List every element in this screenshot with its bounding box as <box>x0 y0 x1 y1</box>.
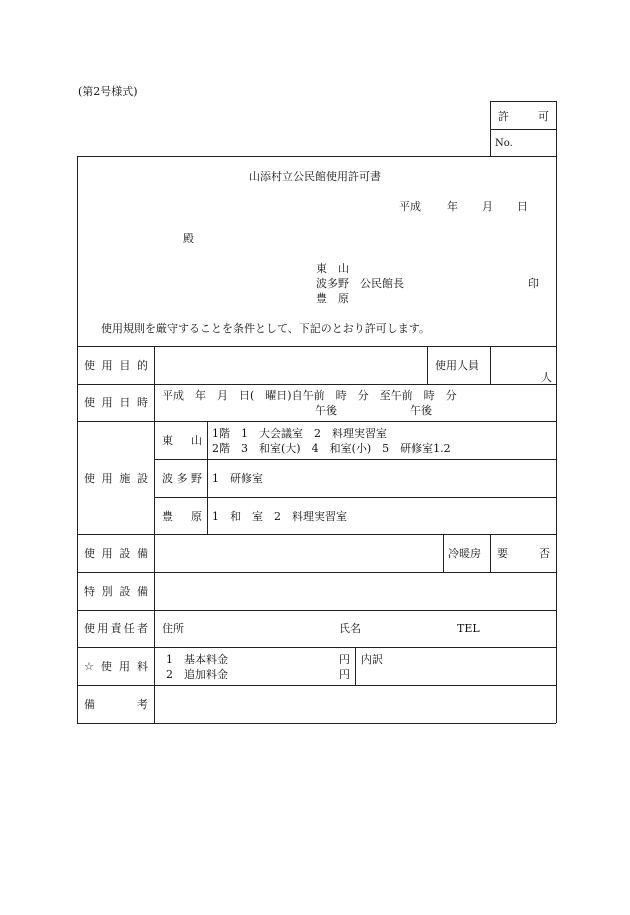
date-era: 平成 <box>399 200 421 213</box>
facility-hatano-rooms: 1 研修室 <box>212 472 263 485</box>
issuer-line-1: 東 山 <box>316 262 349 275</box>
permit-statement: 使用規則を厳守することを条件として、下記のとおり許可します。 <box>101 322 430 335</box>
permit-label-2: 可 <box>538 110 549 123</box>
issuer-line-2: 波多野 公民館長 <box>316 277 404 290</box>
fee-breakdown-label: 内訳 <box>361 653 383 666</box>
special-equipment-field[interactable] <box>156 574 554 609</box>
heating-cooling-label: 冷暖房 <box>448 547 481 560</box>
people-unit: 人 <box>541 371 552 384</box>
fee-basic-yen: 円 <box>339 653 350 666</box>
addressee-honorific: 殿 <box>183 232 194 245</box>
facility-label: 使 用 施 設 <box>84 472 148 485</box>
facility-higashiyama-name: 東 山 <box>162 434 202 447</box>
facility-hatano-name: 波 多 野 <box>162 472 202 485</box>
people-count-label: 使用人員 <box>435 359 479 372</box>
fee-basic-label: 1 基本料金 <box>166 653 228 666</box>
date-day: 日 <box>517 200 528 213</box>
equipment-field[interactable] <box>156 536 441 571</box>
form-number: (第2号様式) <box>78 85 138 98</box>
facility-toyohara-name: 豊 原 <box>162 510 202 523</box>
purpose-label: 使 用 目 的 <box>84 359 148 372</box>
remarks-label: 備 考 <box>84 698 148 711</box>
equipment-label: 使 用 設 備 <box>84 547 148 560</box>
date-year: 年 <box>447 200 458 213</box>
fee-additional-yen: 円 <box>339 668 350 681</box>
facility-higashiyama-floor1: 1階 1 大会議室 2 料理実習室 <box>212 427 387 440</box>
permit-number-label: No. <box>495 138 513 149</box>
facility-higashiyama-floor2: 2階 3 和室(大) 4 和室(小) 5 研修室1.2 <box>212 442 451 455</box>
seal-mark: 印 <box>528 277 539 290</box>
datetime-label: 使 用 日 時 <box>84 396 148 409</box>
date-month: 月 <box>482 200 493 213</box>
fee-additional-label: 2 追加料金 <box>166 668 228 681</box>
datetime-pm-from: 午後 <box>315 404 337 417</box>
responsible-tel-label: TEL <box>457 622 480 635</box>
heating-need-option[interactable]: 要 <box>497 547 508 560</box>
responsible-address-label: 住所 <box>162 622 184 635</box>
fee-label: ☆ 使 用 料 <box>84 660 148 673</box>
datetime-line: 平成 年 月 日( 曜日)自午前 時 分 至午前 時 分 <box>162 389 457 402</box>
datetime-pm-to: 午後 <box>410 404 432 417</box>
form-title: 山添村立公民館使用許可書 <box>249 170 381 183</box>
responsible-name-label: 氏名 <box>339 622 361 635</box>
special-equipment-label: 特 別 設 備 <box>84 585 148 598</box>
purpose-field[interactable] <box>156 348 425 383</box>
responsible-label: 使 用 責 任 者 <box>84 622 148 635</box>
facility-toyohara-rooms: 1 和 室 2 料理実習室 <box>212 510 347 523</box>
heating-not-need-option[interactable]: 否 <box>539 547 550 560</box>
remarks-field[interactable] <box>156 687 554 722</box>
permit-label-1: 許 <box>498 110 509 123</box>
issuer-line-3: 豊 原 <box>316 292 349 305</box>
